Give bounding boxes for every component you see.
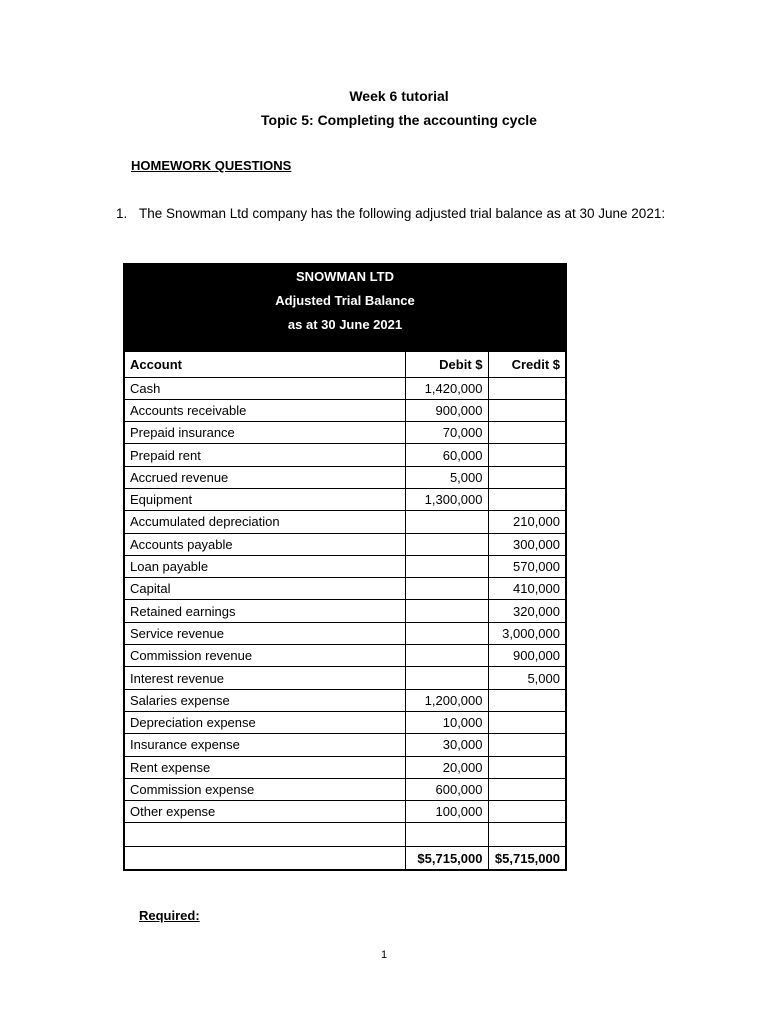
account-cell: Capital xyxy=(124,578,405,600)
column-header-account: Account xyxy=(124,351,405,377)
page-number: 1 xyxy=(380,949,388,961)
blank-cell xyxy=(405,823,488,847)
document-title: Week 6 tutorial xyxy=(349,88,449,104)
company-name: SNOWMAN LTD xyxy=(296,269,394,284)
total-debit: $5,715,000 xyxy=(405,847,488,870)
credit-cell: 3,000,000 xyxy=(488,622,566,644)
account-cell: Accounts payable xyxy=(124,533,405,555)
debit-cell: 5,000 xyxy=(405,466,488,488)
credit-cell xyxy=(488,778,566,800)
table-row xyxy=(124,689,566,711)
credit-cell xyxy=(488,801,566,823)
credit-cell: 210,000 xyxy=(488,511,566,533)
table-row xyxy=(124,444,566,466)
statement-date: as at 30 June 2021 xyxy=(287,317,403,332)
question-1 xyxy=(116,206,676,221)
account-cell: Accumulated depreciation xyxy=(124,511,405,533)
table-row xyxy=(124,511,566,533)
account-cell: Interest revenue xyxy=(124,667,405,689)
table-row xyxy=(124,667,566,689)
blank-row xyxy=(124,823,566,847)
table-row xyxy=(124,801,566,823)
account-cell: Service revenue xyxy=(124,622,405,644)
column-header-debit: Debit $ xyxy=(405,351,488,377)
account-cell: Salaries expense xyxy=(124,689,405,711)
table-row xyxy=(124,600,566,622)
debit-cell: 30,000 xyxy=(405,734,488,756)
table-row xyxy=(124,533,566,555)
debit-cell xyxy=(405,578,488,600)
debit-cell: 100,000 xyxy=(405,801,488,823)
account-cell: Accounts receivable xyxy=(124,399,405,421)
credit-cell xyxy=(488,488,566,510)
table-row xyxy=(124,756,566,778)
table-header-block xyxy=(124,264,566,351)
debit-cell xyxy=(405,511,488,533)
table-row xyxy=(124,488,566,510)
required-heading: Required: xyxy=(139,908,200,923)
blank-cell xyxy=(124,823,405,847)
credit-cell xyxy=(488,711,566,733)
column-header-row xyxy=(124,351,566,377)
table-row xyxy=(124,466,566,488)
total-credit: $5,715,000 xyxy=(488,847,566,870)
column-header-credit: Credit $ xyxy=(488,351,566,377)
credit-cell xyxy=(488,734,566,756)
trial-balance-table xyxy=(123,263,567,871)
question-text: The Snowman Ltd company has the following adjusted trial balance as at 30 June 2021: xyxy=(139,206,666,221)
blank-cell xyxy=(488,823,566,847)
table-row xyxy=(124,399,566,421)
debit-cell xyxy=(405,555,488,577)
statement-title: Adjusted Trial Balance xyxy=(275,293,415,308)
table-row xyxy=(124,422,566,444)
debit-cell xyxy=(405,645,488,667)
table-row xyxy=(124,645,566,667)
question-number: 1. xyxy=(116,206,128,221)
debit-cell: 1,300,000 xyxy=(405,488,488,510)
account-cell: Prepaid rent xyxy=(124,444,405,466)
credit-cell xyxy=(488,466,566,488)
credit-cell xyxy=(488,444,566,466)
debit-cell: 20,000 xyxy=(405,756,488,778)
debit-cell: 10,000 xyxy=(405,711,488,733)
table-row xyxy=(124,555,566,577)
debit-cell: 70,000 xyxy=(405,422,488,444)
debit-cell xyxy=(405,600,488,622)
debit-cell: 1,420,000 xyxy=(405,377,488,399)
table-row xyxy=(124,711,566,733)
debit-cell: 900,000 xyxy=(405,399,488,421)
table-row xyxy=(124,578,566,600)
debit-cell: 1,200,000 xyxy=(405,689,488,711)
total-row xyxy=(124,847,566,870)
credit-cell xyxy=(488,756,566,778)
table-row xyxy=(124,734,566,756)
account-cell: Accrued revenue xyxy=(124,466,405,488)
account-cell: Commission expense xyxy=(124,778,405,800)
credit-cell: 300,000 xyxy=(488,533,566,555)
debit-cell: 600,000 xyxy=(405,778,488,800)
credit-cell: 5,000 xyxy=(488,667,566,689)
account-cell: Loan payable xyxy=(124,555,405,577)
account-cell: Depreciation expense xyxy=(124,711,405,733)
account-cell: Commission revenue xyxy=(124,645,405,667)
debit-cell: 60,000 xyxy=(405,444,488,466)
credit-cell xyxy=(488,422,566,444)
document-subtitle: Topic 5: Completing the accounting cycle xyxy=(261,112,537,128)
account-cell: Rent expense xyxy=(124,756,405,778)
debit-cell xyxy=(405,667,488,689)
credit-cell: 570,000 xyxy=(488,555,566,577)
account-cell: Other expense xyxy=(124,801,405,823)
account-cell: Equipment xyxy=(124,488,405,510)
account-cell: Insurance expense xyxy=(124,734,405,756)
debit-cell xyxy=(405,622,488,644)
credit-cell: 320,000 xyxy=(488,600,566,622)
credit-cell: 410,000 xyxy=(488,578,566,600)
table-row xyxy=(124,622,566,644)
account-cell: Prepaid insurance xyxy=(124,422,405,444)
debit-cell xyxy=(405,533,488,555)
credit-cell xyxy=(488,399,566,421)
table-row xyxy=(124,377,566,399)
total-label-cell xyxy=(124,847,405,870)
credit-cell: 900,000 xyxy=(488,645,566,667)
table-row xyxy=(124,778,566,800)
account-cell: Cash xyxy=(124,377,405,399)
credit-cell xyxy=(488,689,566,711)
account-cell: Retained earnings xyxy=(124,600,405,622)
section-heading: HOMEWORK QUESTIONS xyxy=(131,158,292,173)
credit-cell xyxy=(488,377,566,399)
